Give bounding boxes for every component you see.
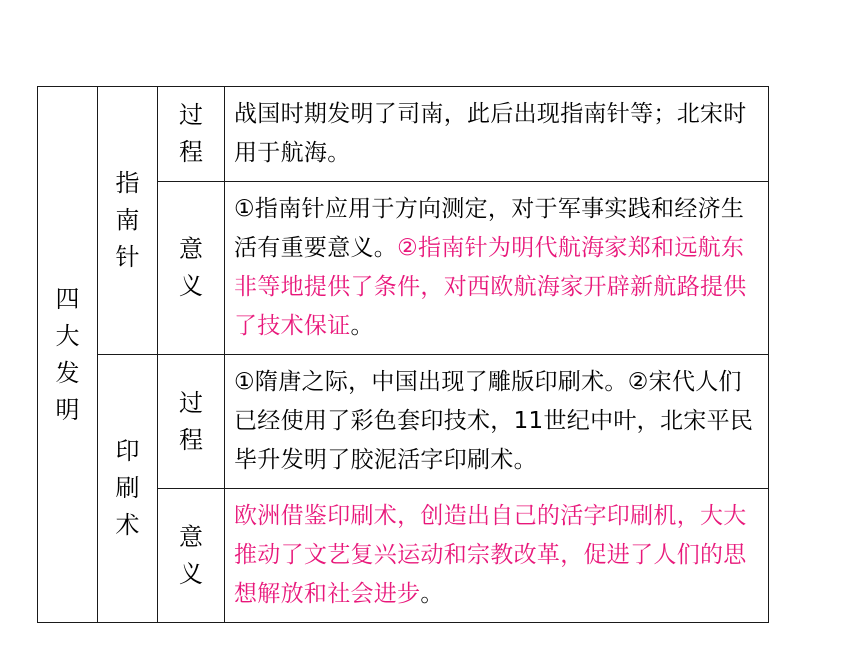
compass-significance-label-cell (158, 182, 225, 355)
category-cell (38, 87, 98, 623)
compass-significance-label: 意 义 (179, 235, 203, 300)
compass-process-label-cell (158, 87, 225, 182)
printing-significance-highlight-text: 欧洲借鉴印刷术，创造出自己的活字印刷机，大大推动了文艺复兴运动和宗教改革，促进了人们的思想解放和社会进步 (234, 503, 747, 607)
printing-process-content-cell (225, 355, 769, 489)
compass-process-content-cell (225, 87, 769, 182)
compass-significance-black-text: ①指南针应用于方向测定，对于军事实践和经济生活有重要意义。 (234, 196, 745, 261)
compass-significance-highlight-text: ②指南针为明代航海家郑和远航东非等地提供了条件，对西欧航海家开辟新航路提供了技术保证 (234, 235, 747, 339)
printing-significance-label: 意 义 (179, 522, 203, 588)
compass-significance-text: ①指南针应用于方向测定，对于军事实践和经济生活有重要意义。②指南针为明代航海家郑和远航东非等地提供了条件，对西欧航海家开辟新航路提供了技术保证。 (234, 196, 747, 339)
compass-label: 指 南 针 (115, 169, 140, 271)
printing-label: 印 刷 术 (115, 437, 140, 539)
printing-significance-content-cell (225, 489, 769, 623)
compass-process-label: 过 程 (179, 101, 203, 166)
compass-process-text: 战国时期发明了司南，此后出现指南针等；北宋时用于航海。 (234, 101, 747, 166)
printing-cell (98, 355, 158, 623)
printing-significance-text: 欧洲借鉴印刷术，创造出自己的活字印刷机，大大推动了文艺复兴运动和宗教改革，促进了人们的思想解放和社会进步。 (234, 503, 747, 607)
printing-process-label: 过 程 (179, 388, 203, 454)
compass-significance-content-cell (225, 182, 769, 355)
printing-significance-label-cell (158, 489, 225, 623)
printing-process-label-cell (158, 355, 225, 489)
category-label: 四 大 发 明 (55, 284, 80, 424)
printing-process-text: ①隋唐之际，中国出现了雕版印刷术。②宋代人们已经使用了彩色套印技术，11世纪中叶，北宋平民毕升发明了胶泥活字印刷术。 (234, 369, 754, 473)
four-inventions-table (37, 86, 769, 623)
compass-cell (98, 87, 158, 355)
